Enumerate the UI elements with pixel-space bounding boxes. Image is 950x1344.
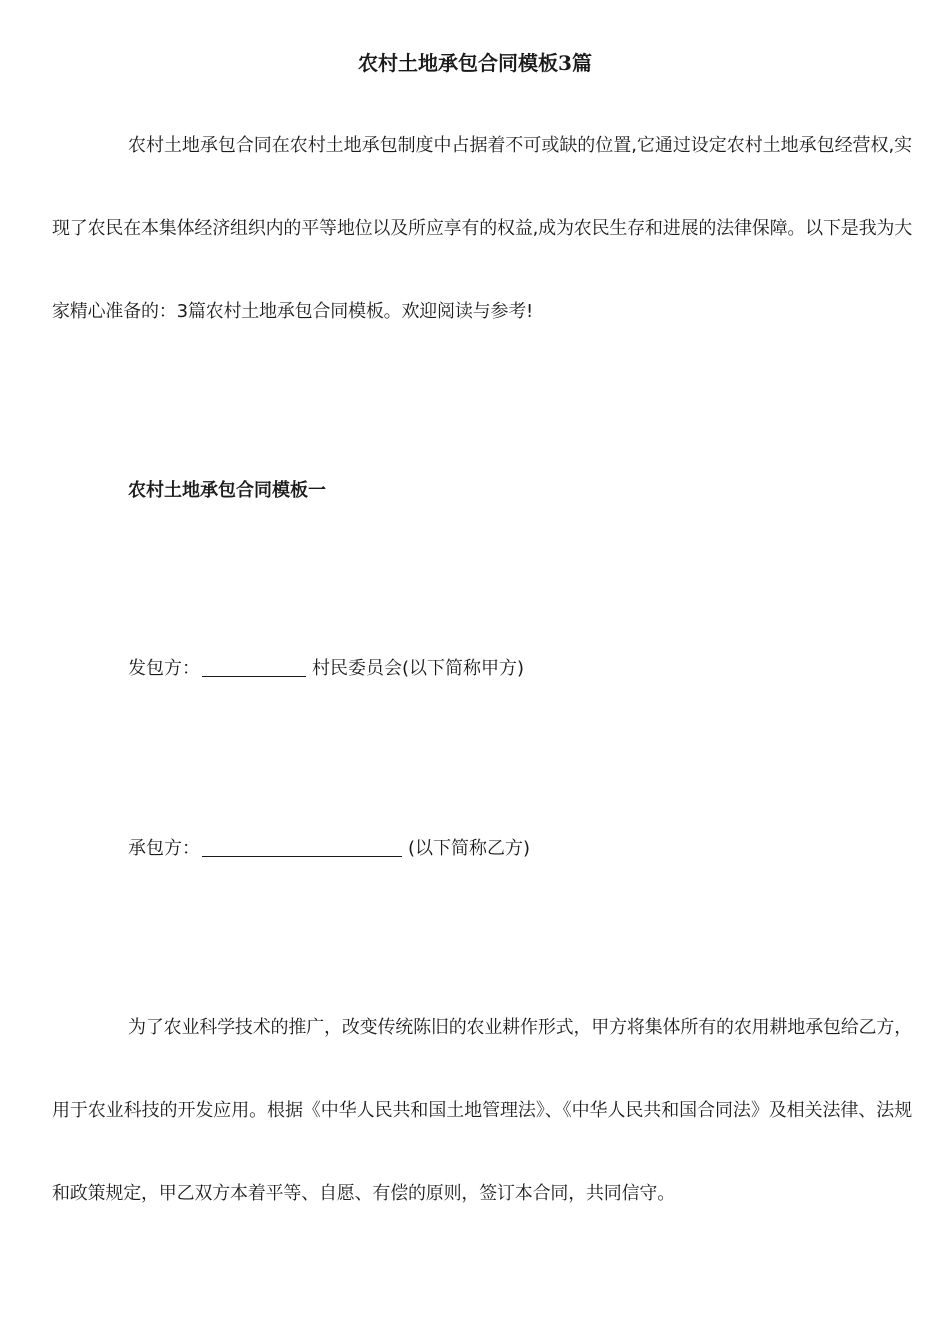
section-heading: 农村土地承包合同模板一 [128,480,326,501]
intro-paragraph: 农村土地承包合同在农村土地承包制度中占据着不可或缺的位置,它通过设定农村土地承包经营权,实现了农民在本集体经济组织内的平等地位以及所应享有的权益,成为农民生存和进展的法律保障。以下是我为大家精心准备的：3篇农村土地承包合同模板。欢迎阅读与参考! [52,135,912,322]
body-paragraph: 为了农业科学技术的推广，改变传统陈旧的农业耕作形式，甲方将集体所有的农用耕地承包给乙方，用于农业科技的开发应用。根据《中华人民共和国土地管理法》、《中华人民共和国合同法》及相关法律、法规和政策规定，甲乙双方本着平等、自愿、有偿的原则，签订本合同，共同信守。 [52,1017,912,1204]
party-b-suffix: (以下简称乙方) [408,838,531,859]
party-a-blank[interactable] [202,656,306,677]
party-b-line [128,834,530,864]
party-b-label: 承包方： [128,838,200,859]
document-title: 农村土地承包合同模板3篇 [358,51,592,75]
party-a-line [128,654,524,684]
party-a-label: 发包方： [128,658,200,679]
party-a-suffix: 村民委员会(以下简称甲方) [312,658,525,679]
party-b-blank[interactable] [202,836,402,857]
